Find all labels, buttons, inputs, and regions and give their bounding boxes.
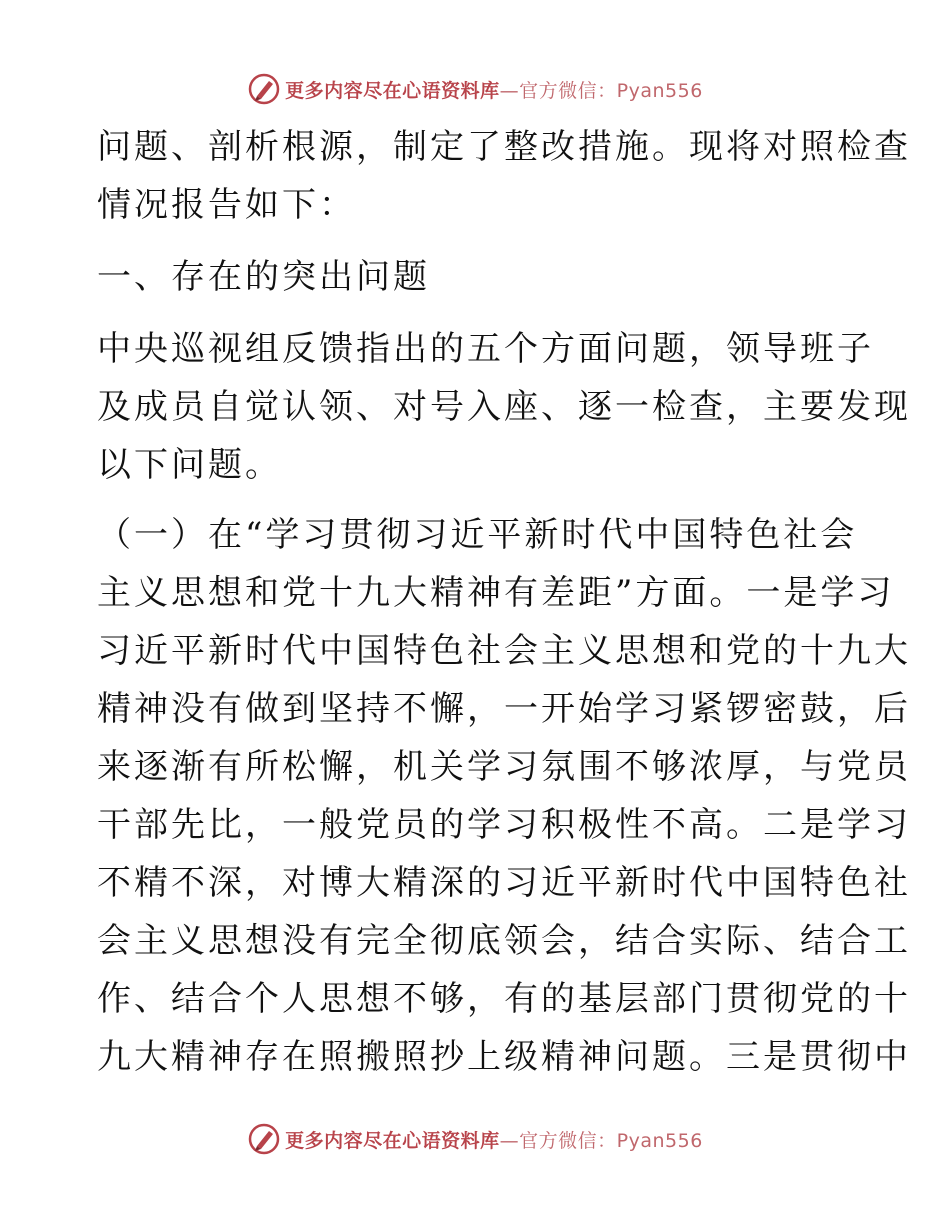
- banner-separator: —: [499, 1129, 520, 1152]
- paragraph-summary: [97, 320, 911, 494]
- header-watermark-banner: [0, 72, 950, 106]
- banner-text: [285, 1126, 703, 1153]
- text-line: 及成员自觉认领、对号入座、逐一检查，主要发现: [97, 387, 911, 427]
- banner-title: 更多内容尽在心语资料库: [285, 1129, 500, 1152]
- banner-wechat: 官方微信：Pyan556: [519, 1129, 703, 1152]
- text-line: 问题、剖析根源，制定了整改措施。现将对照检查: [97, 127, 911, 167]
- pen-circle-logo-icon: [247, 72, 281, 106]
- banner-text: [285, 76, 703, 103]
- footer-watermark-banner: [0, 1122, 950, 1156]
- text-line: 不精不深，对博大精深的习近平新时代中国特色社: [97, 863, 911, 903]
- text-line: 中央巡视组反馈指出的五个方面问题，领导班子: [97, 329, 874, 369]
- text-line: 九大精神存在照搬照抄上级精神问题。三是贯彻中: [97, 1037, 911, 1077]
- text-line: 情况报告如下：: [97, 185, 356, 225]
- text-line: 干部先比，一般党员的学习积极性不高。二是学习: [97, 805, 911, 845]
- text-line: 主义思想和党十九大精神有差距”方面。一是学习: [97, 573, 895, 613]
- text-line: 作、结合个人思想不够，有的基层部门贯彻党的十: [97, 979, 911, 1019]
- paragraph-intro-tail: [97, 118, 911, 234]
- text-line: 精神没有做到坚持不懈，一开始学习紧锣密鼓，后: [97, 689, 911, 729]
- text-line: 来逐渐有所松懈，机关学习氛围不够浓厚，与党员: [97, 747, 911, 787]
- text-line: 习近平新时代中国特色社会主义思想和党的十九大: [97, 631, 911, 671]
- pen-circle-logo-icon: [247, 1122, 281, 1156]
- text-line: （一）在“学习贯彻习近平新时代中国特色社会: [97, 515, 858, 555]
- text-line: 会主义思想没有完全彻底领会，结合实际、结合工: [97, 921, 911, 961]
- section-heading: 一、存在的突出问题: [97, 257, 430, 297]
- paragraph-issue-1: [97, 506, 911, 1086]
- document-body: [97, 118, 911, 1086]
- banner-separator: —: [499, 79, 520, 102]
- banner-wechat: 官方微信：Pyan556: [519, 79, 703, 102]
- text-line: 以下问题。: [97, 445, 282, 485]
- banner-title: 更多内容尽在心语资料库: [285, 79, 500, 102]
